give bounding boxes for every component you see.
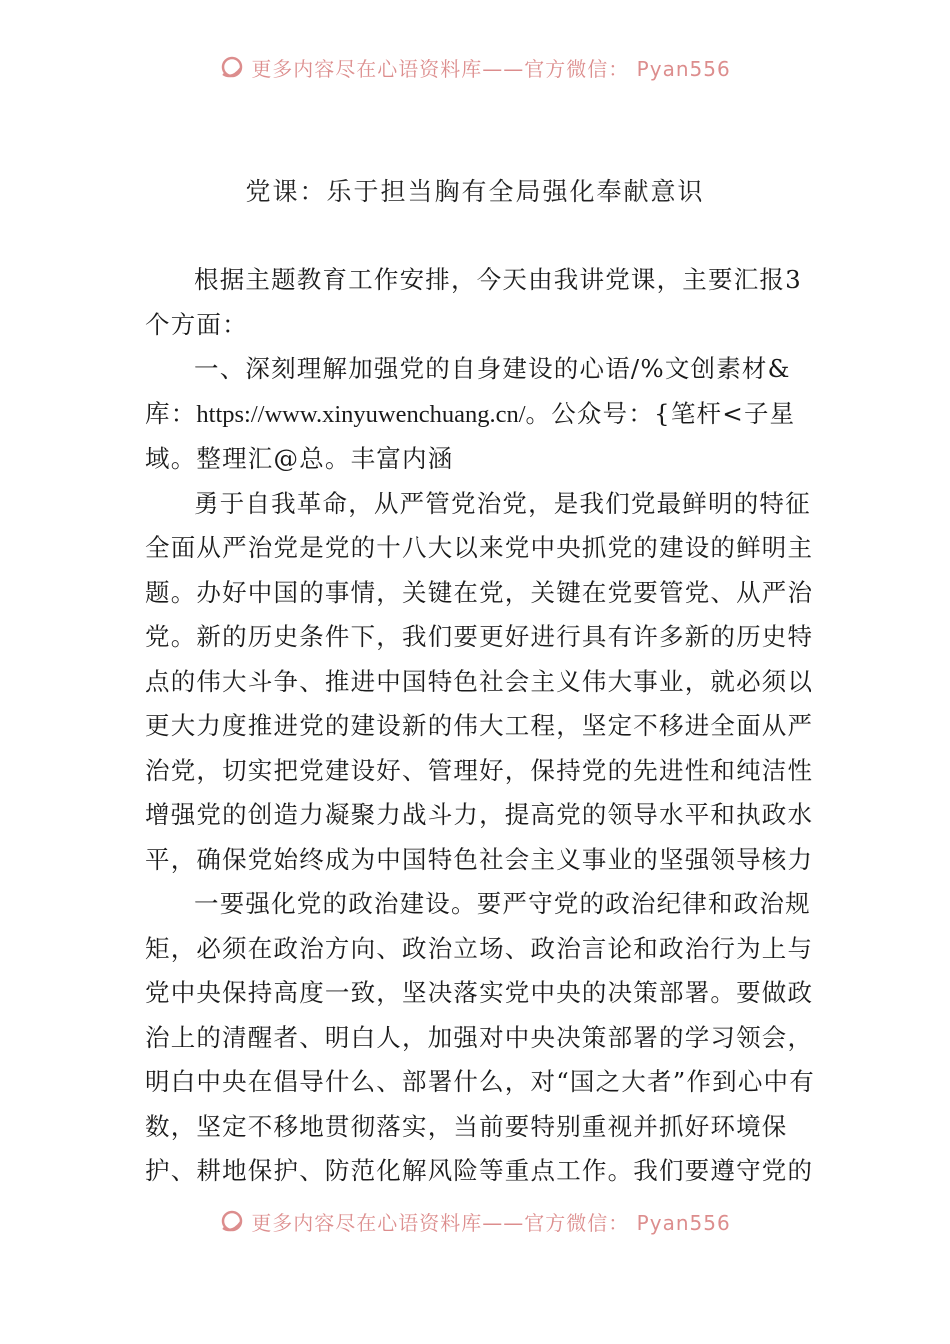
logo-icon [219, 54, 245, 80]
logo-icon [219, 1208, 245, 1234]
watermark-text: 更多内容尽在心语资料库——官方微信： Pyan556 [251, 1210, 731, 1235]
watermark-footer [0, 1204, 950, 1238]
paragraph-section-heading [145, 347, 815, 482]
url-text: https://www.xinyuwenchuang.cn/ [196, 400, 526, 428]
paragraph-political-construction: 一要强化党的政治建设。要严守党的政治纪律和政治规矩，必须在政治方向、政治立场、政治言论和政治行为上与党中央保持高度一致，坚决落实党中央的决策部署。要做政治上的清醒者、明白人，加强对中央决策部署的学习领会，明白中央在倡导什么、部署什么，对“国之大者”作到心中有数，坚定不移地贯彻落实，当前要特别重视并抓好环境保护、耕地保护、防范化解风险等重点工作。我们要遵守党的 [145, 889, 815, 1185]
document-body [145, 258, 815, 1194]
section-heading-text: 一、深刻理解加强党的自身建设的心语/%文创素材&库： [145, 354, 791, 428]
section-heading-tail: 。公众号：{笔杆<子星域。整理汇@总。丰富内涵 [145, 398, 796, 473]
document-title: 党课：乐于担当胸有全局强化奉献意识 [245, 177, 705, 206]
paragraph-self-revolution: 勇于自我革命，从严管党治党，是我们党最鲜明的特征全面从严治党是党的十八大以来党中央抓党的建设的鲜明主题。办好中国的事情，关键在党，关键在党要管党、从严治党。新的历史条件下，我们要更好进行具有许多新的历史特点的伟大斗争、推进中国特色社会主义伟大事业，就必须以更大力度推进党的建设新的伟大工程，坚定不移进全面从严治党，切实把党建设好、管理好，保持党的先进性和纯洁性增强党的创造力凝聚力战斗力，提高党的领导水平和执政水平，确保党始终成为中国特色社会主义事业的坚强领导核力 [145, 488, 814, 874]
watermark-header [0, 50, 950, 84]
watermark-text: 更多内容尽在心语资料库——官方微信： Pyan556 [251, 56, 731, 81]
paragraph-intro: 根据主题教育工作安排，今天由我讲党课，主要汇报3个方面： [145, 265, 802, 339]
